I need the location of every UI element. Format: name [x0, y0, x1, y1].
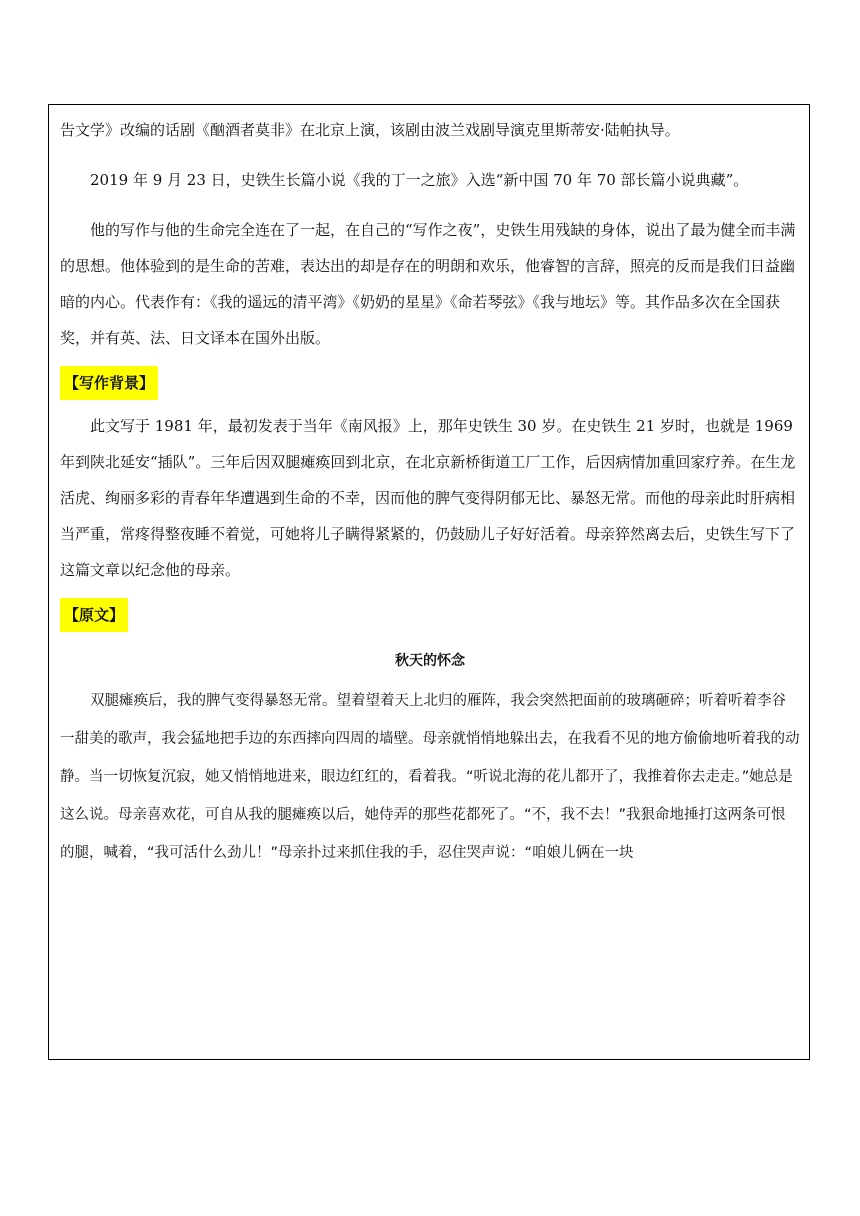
original-paragraph: 双腿瘫痪后，我的脾气变得暴怒无常。望着望着天上北归的雁阵，我会突然把面前的玻璃砸碎；听着听着李谷一甜美的歌声，我会猛地把手边的东西摔向四周的墙壁。母亲就悄悄地躲出去，在我看不见的地方偷偷地听着我的动静。当一切恢复沉寂，她又悄悄地进来，眼边红红的，看着我。“听说北海的花儿都开了，我推着你去走走。”她总是这么说。母亲喜欢花，可自从我的腿瘫痪以后，她侍弄的那些花都死了。“不，我不去！”我狠命地捶打这两条可恨的腿，喊着，“我可活什么劲儿！”母亲扑过来抓住我的手，忍住哭声说：“咱娘儿俩在一块	[60, 693, 800, 861]
section-label-original: 【原文】	[60, 598, 128, 632]
intro-paragraph-works: 他的写作与他的生命完全连在了一起，在自己的“写作之夜”，史铁生用残缺的身体，说出了最为健全而丰满的思想。他体验到的是生命的苦难，表达出的却是存在的明朗和欢乐，他睿智的言辞，照亮的反而是我们日益幽暗的内心。代表作有：《我的遥远的清平湾》《奶奶的星星》《命若琴弦》《我与地坛》等。其作品多次在全国获奖，并有英、法、日文译本在国外出版。	[60, 221, 796, 347]
intro-paragraph-award: 2019 年 9 月 23 日，史铁生长篇小说《我的丁一之旅》入选“新中国 70 年 70 部长篇小说典藏”。	[90, 171, 749, 189]
document-body	[60, 112, 800, 872]
section-label-background: 【写作背景】	[60, 366, 158, 400]
intro-line: 告文学》改编的话剧《酗酒者莫非》在北京上演，该剧由波兰戏剧导演克里斯蒂安·陆帕执导。	[60, 121, 680, 139]
background-paragraph: 此文写于 1981 年，最初发表于当年《南风报》上，那年史铁生 30 岁。在史铁生 21 岁时，也就是 1969 年到陕北延安“插队”。三年后因双腿瘫痪回到北京，在北京新桥街道工厂工作，后因病情加重回家疗养。在生龙活虎、绚丽多彩的青春年华遭遇到生命的不幸，因而他的脾气变得阴郁无比、暴怒无常。而他的母亲此时肝病相当严重，常疼得整夜睡不着觉，可她将儿子瞒得紧紧的，仍鼓励儿子好好活着。母亲猝然离去后，史铁生写下了这篇文章以纪念他的母亲。	[60, 417, 796, 579]
essay-title: 秋天的怀念	[395, 653, 465, 669]
